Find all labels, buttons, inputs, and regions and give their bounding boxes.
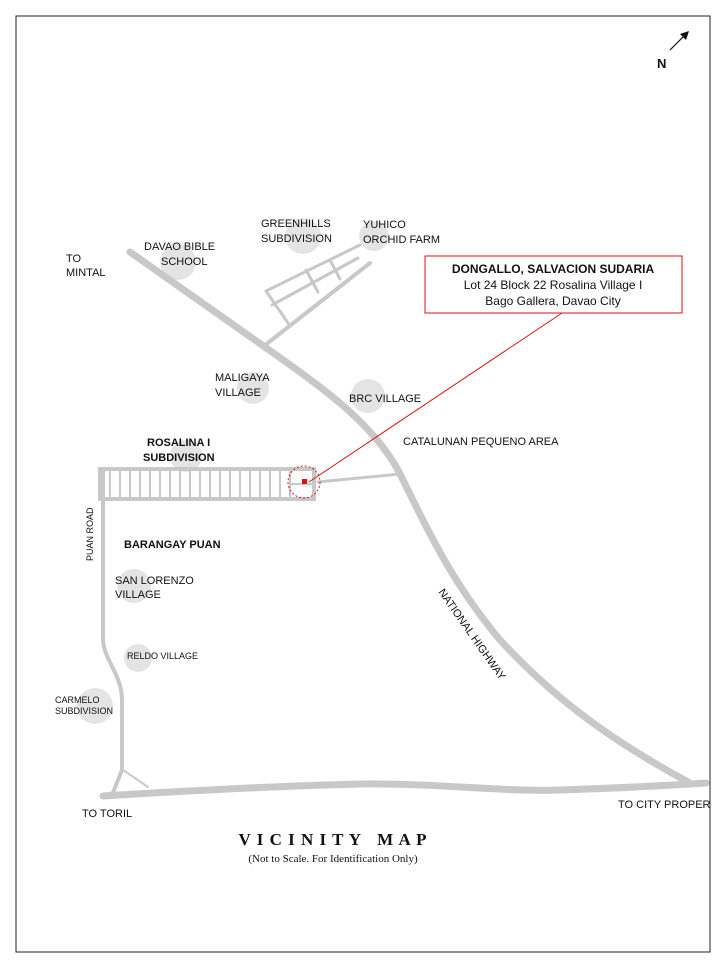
rosalina-label-1: ROSALINA I xyxy=(147,437,211,449)
owner-address-line-1: Lot 24 Block 22 Rosalina Village I xyxy=(463,278,643,292)
yuhico-label-1: YUHICO xyxy=(363,219,406,231)
north-label: N xyxy=(657,56,667,71)
barangay-puan-label: BARANGAY PUAN xyxy=(124,539,221,551)
greenhills-access-road xyxy=(264,263,370,346)
map-title: V I C I N I T Y M A P xyxy=(238,830,428,849)
san-lorenzo-label-1: SAN LORENZO xyxy=(115,575,194,587)
to-mintal-label-2: MINTAL xyxy=(66,267,106,279)
yuhico-label-2: ORCHID FARM xyxy=(363,234,440,246)
to-mintal-label-1: TO xyxy=(66,253,82,265)
to-toril-label: TO TORIL xyxy=(82,808,133,820)
greenhills-label-1: GREENHILLS xyxy=(261,218,331,230)
brc-village-label: BRC VILLAGE xyxy=(349,393,422,405)
map-subtitle: (Not to Scale. For Identification Only) xyxy=(248,853,418,865)
puan-road-label: PUAN ROAD xyxy=(85,507,95,561)
owner-name: DONGALLO, SALVACION SUDARIA xyxy=(451,262,655,276)
rosalina-access-road xyxy=(318,474,400,482)
san-lorenzo-label-2: VILLAGE xyxy=(115,589,161,601)
davao-bible-label-2: SCHOOL xyxy=(161,256,208,268)
owner-address-line-2: Bago Gallera, Davao City xyxy=(485,294,621,308)
rosalina-label-2: SUBDIVISION xyxy=(143,452,215,464)
carmelo-label-1: CARMELO xyxy=(55,695,100,705)
property-marker xyxy=(288,313,562,498)
national-highway-road xyxy=(130,252,688,782)
north-arrow xyxy=(657,31,689,71)
davao-bible-label-1: DAVAO BIBLE xyxy=(144,241,216,253)
spur-road xyxy=(123,770,148,787)
greenhills-access-road-2 xyxy=(266,291,288,323)
to-city-proper-label: TO CITY PROPER xyxy=(618,799,711,811)
owner-info-box xyxy=(425,256,682,313)
greenhills-label-2: SUBDIVISION xyxy=(261,233,332,245)
bottom-road xyxy=(103,783,706,796)
puan-road-line xyxy=(103,470,122,795)
reldo-label: RELDO VILLAGE xyxy=(127,651,199,661)
maligaya-label-2: VILLAGE xyxy=(215,387,261,399)
national-highway-label: NATIONAL HIGHWAY xyxy=(435,586,508,683)
carmelo-label-2: SUBDIVISION xyxy=(55,706,114,716)
rosalina-subdivision-block xyxy=(100,469,314,499)
catalunan-label: CATALUNAN PEQUENO AREA xyxy=(403,436,559,448)
maligaya-label-1: MALIGAYA xyxy=(215,372,270,384)
roads xyxy=(103,245,706,796)
